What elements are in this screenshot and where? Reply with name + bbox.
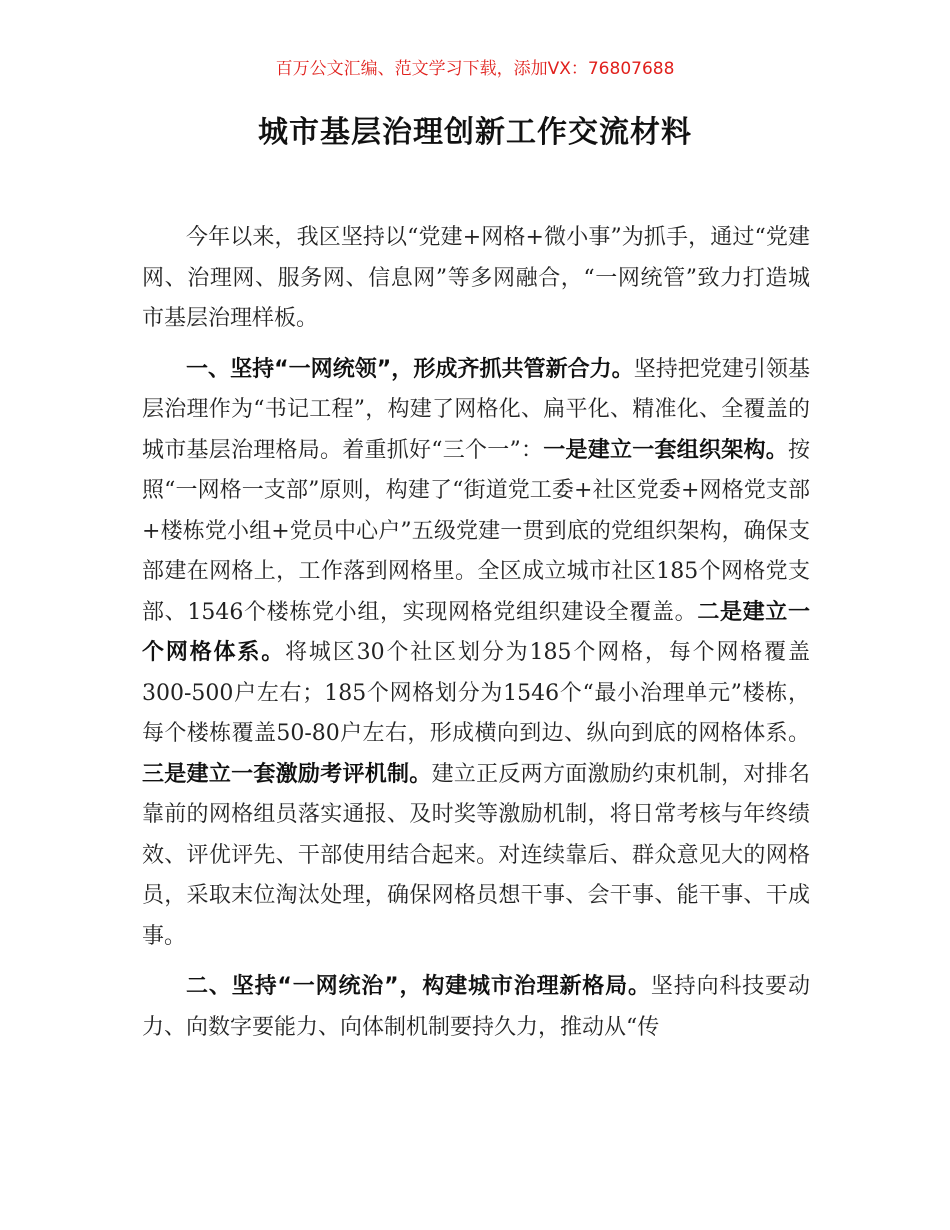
point-3-text: 建立正反两方面激励约束机制，对排名靠前的网格组员落实通报、及时奖等激励机制，将日常考核与年终绩效、评优评先、干部使用结合起来。对连续靠后、群众意见大的网格员，采取末位淘汰处理，确保网格员想干事、会干事、能干事、干成事。 [142,761,810,949]
point-3-heading: 三是建立一套激励考评机制。 [142,761,432,787]
point-1-heading: 一是建立一套组织架构。 [543,437,788,463]
document-body [142,218,810,1048]
point-2-heading: 二是建立一个网格体系。 [142,599,810,665]
intro-paragraph: 今年以来，我区坚持以“党建+网格+微小事”为抓手，通过“党建网、治理网、服务网、信息网”等多网融合，“一网统管”致力打造城市基层治理样板。 [142,225,810,331]
section-2-heading: 二、坚持“一网统治”，构建城市治理新格局。 [186,974,651,999]
section-1-paragraph [142,350,810,958]
document-title: 城市基层治理创新工作交流材料 [258,115,692,150]
header-watermark-note: 百万公文汇编、范文学习下载，添加VX：76807688 [275,59,675,79]
section-2-text: 坚持向科技要动力、向数字要能力、向体制机制要持久力，推动从“传 [142,974,810,1040]
point-1-text: 按照“一网格一支部”原则，构建了“街道党工委+社区党委+网格党支部+楼栋党小组+党员中心户”五级党建一贯到底的党组织架构，确保支部建在网格上，工作落到网格里。全区成立城市社区185个网格党支部、1546个楼栋党小组，实现网格党组织建设全覆盖。 [142,437,810,625]
point-2-text: 将城区30个社区划分为185个网格，每个网格覆盖300-500户左右；185个网格划分为1546个“最小治理单元”楼栋，每个楼栋覆盖50-80户左右，形成横向到边、纵向到底的网格体系。 [142,640,810,746]
section-1-heading: 一、坚持“一网统领”，形成齐抓共管新合力。 [186,356,634,382]
section-1-text: 坚持把党建引领基层治理作为“书记工程”，构建了网格化、扁平化、精准化、全覆盖的城市基层治理格局。着重抓好“三个一”： [142,356,810,463]
section-2-paragraph [142,967,810,1048]
